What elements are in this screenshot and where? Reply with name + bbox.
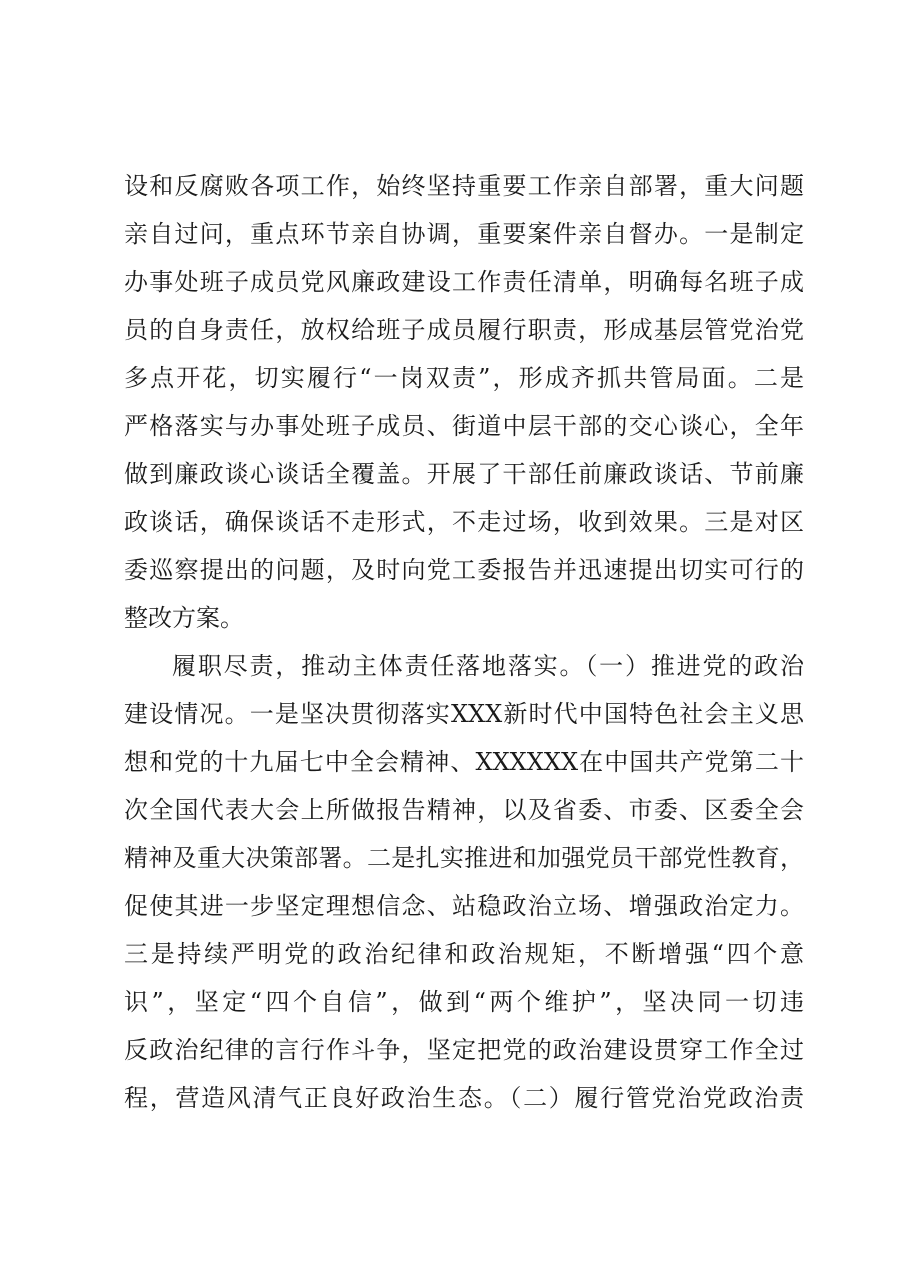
text-line: 整改方案。 xyxy=(124,604,244,632)
text-line: 识”，坚定“四个自信”，做到“两个维护”，坚决同一切违 xyxy=(124,988,804,1016)
text-line: 反政治纪律的言行作斗争，坚定把党的政治建设贯穿工作全过 xyxy=(124,1036,804,1064)
text-line: 办事处班子成员党风廉政建设工作责任清单，明确每名班子成 xyxy=(124,268,804,296)
text-line: 员的自身责任，放权给班子成员履行职责，形成基层管党治党 xyxy=(124,316,804,344)
text-line: 做到廉政谈心谈话全覆盖。开展了干部任前廉政谈话、节前廉 xyxy=(124,460,804,488)
paragraph xyxy=(124,642,804,1122)
paragraph xyxy=(124,162,804,642)
text-line: 政谈话，确保谈话不走形式，不走过场，收到效果。三是对区 xyxy=(124,508,804,536)
text-line: 委巡察提出的问题，及时向党工委报告并迅速提出切实可行的 xyxy=(124,556,804,584)
text-line: 设和反腐败各项工作，始终坚持重要工作亲自部署，重大问题 xyxy=(124,172,804,200)
text-line: 程，营造风清气正良好政治生态。（二）履行管党治党政治责 xyxy=(124,1084,804,1112)
text-line: 想和党的十九届七中全会精神、XXXXXX在中国共产党第二十 xyxy=(124,748,804,776)
text-line: 多点开花，切实履行“一岗双责”，形成齐抓共管局面。二是 xyxy=(124,364,804,392)
text-line: 次全国代表大会上所做报告精神，以及省委、市委、区委全会 xyxy=(124,796,804,824)
text-line: 建设情况。一是坚决贯彻落实XXX新时代中国特色社会主义思 xyxy=(124,700,804,728)
document-body xyxy=(124,162,804,1122)
text-line: 三是持续严明党的政治纪律和政治规矩，不断增强“四个意 xyxy=(124,940,804,968)
text-line: 亲自过问，重点环节亲自协调，重要案件亲自督办。一是制定 xyxy=(124,220,804,248)
text-line: 促使其进一步坚定理想信念、站稳政治立场、增强政治定力。 xyxy=(124,892,804,920)
text-line: 严格落实与办事处班子成员、街道中层干部的交心谈心，全年 xyxy=(124,412,804,440)
text-line: 精神及重大决策部署。二是扎实推进和加强党员干部党性教育， xyxy=(124,844,804,872)
text-line: 履职尽责，推动主体责任落地落实。（一）推进党的政治 xyxy=(172,652,804,680)
